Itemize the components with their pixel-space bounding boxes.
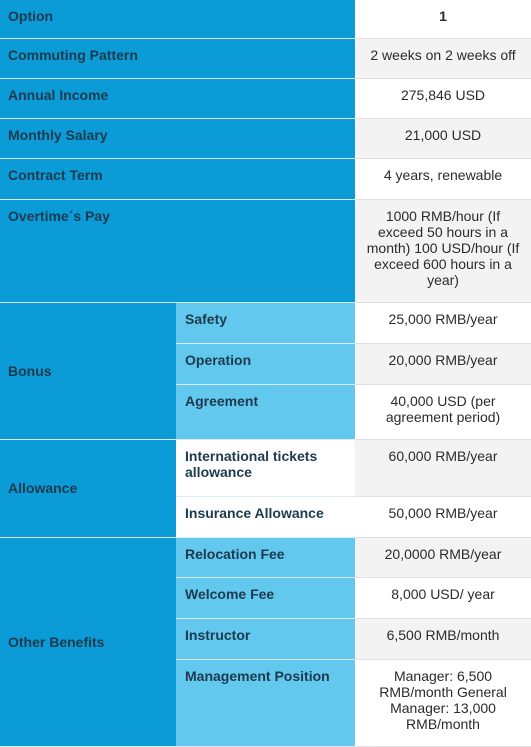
other-benefits-group-label: Other Benefits [0,537,176,746]
other-item-label: Management Position [176,659,355,746]
bonus-item-label: Agreement [176,384,355,439]
other-item-label: Instructor [176,618,355,659]
annual-income-label: Annual Income [0,78,355,118]
bonus-item-label: Safety [176,302,355,343]
option-value: 1 [355,0,531,38]
other-item-value: 20,0000 RMB/year [355,537,531,577]
table-row-option [0,0,531,38]
option-label: Option [0,0,355,38]
allowance-item-label: Insurance Allowance [176,496,355,537]
bonus-group-label: Bonus [0,302,176,439]
other-item-label: Welcome Fee [176,577,355,618]
commuting-label: Commuting Pattern [0,38,355,78]
bonus-item-value: 25,000 RMB/year [355,302,531,343]
annual-income-value: 275,846 USD [355,78,531,118]
other-item-value: 6,500 RMB/month [355,618,531,659]
table-row-overtime [0,199,531,302]
monthly-salary-label: Monthly Salary [0,118,355,158]
monthly-salary-value: 21,000 USD [355,118,531,158]
other-item-value: Manager: 6,500 RMB/month General Manager: 13,000 RMB/month [355,659,531,746]
commuting-value: 2 weeks on 2 weeks off [355,38,531,78]
table-row-commuting [0,38,531,78]
contract-term-value: 4 years, renewable [355,158,531,199]
other-item-label: Relocation Fee [176,537,355,577]
allowance-item-value: 50,000 RMB/year [355,496,531,537]
contract-term-label: Contract Term [0,158,355,199]
allowance-group-label: Allowance [0,439,176,537]
other-item-value: 8,000 USD/ year [355,577,531,618]
allowance-item-label: International tickets allowance [176,439,355,496]
bonus-item-label: Operation [176,343,355,384]
allowance-item-value: 60,000 RMB/year [355,439,531,496]
overtime-label: Overtime´s Pay [0,199,355,302]
bonus-item-value: 40,000 USD (per agreement period) [355,384,531,439]
overtime-value: 1000 RMB/hour (If exceed 50 hours in a month) 100 USD/hour (If exceed 600 hours in a year) [355,199,531,302]
bonus-item-value: 20,000 RMB/year [355,343,531,384]
table-row-annual-income [0,78,531,118]
table-row-allowance-tickets [0,439,531,496]
table-row-monthly-salary [0,118,531,158]
table-row-bonus-safety [0,302,531,343]
table-row-other-relocation [0,537,531,577]
table-row-contract-term [0,158,531,199]
